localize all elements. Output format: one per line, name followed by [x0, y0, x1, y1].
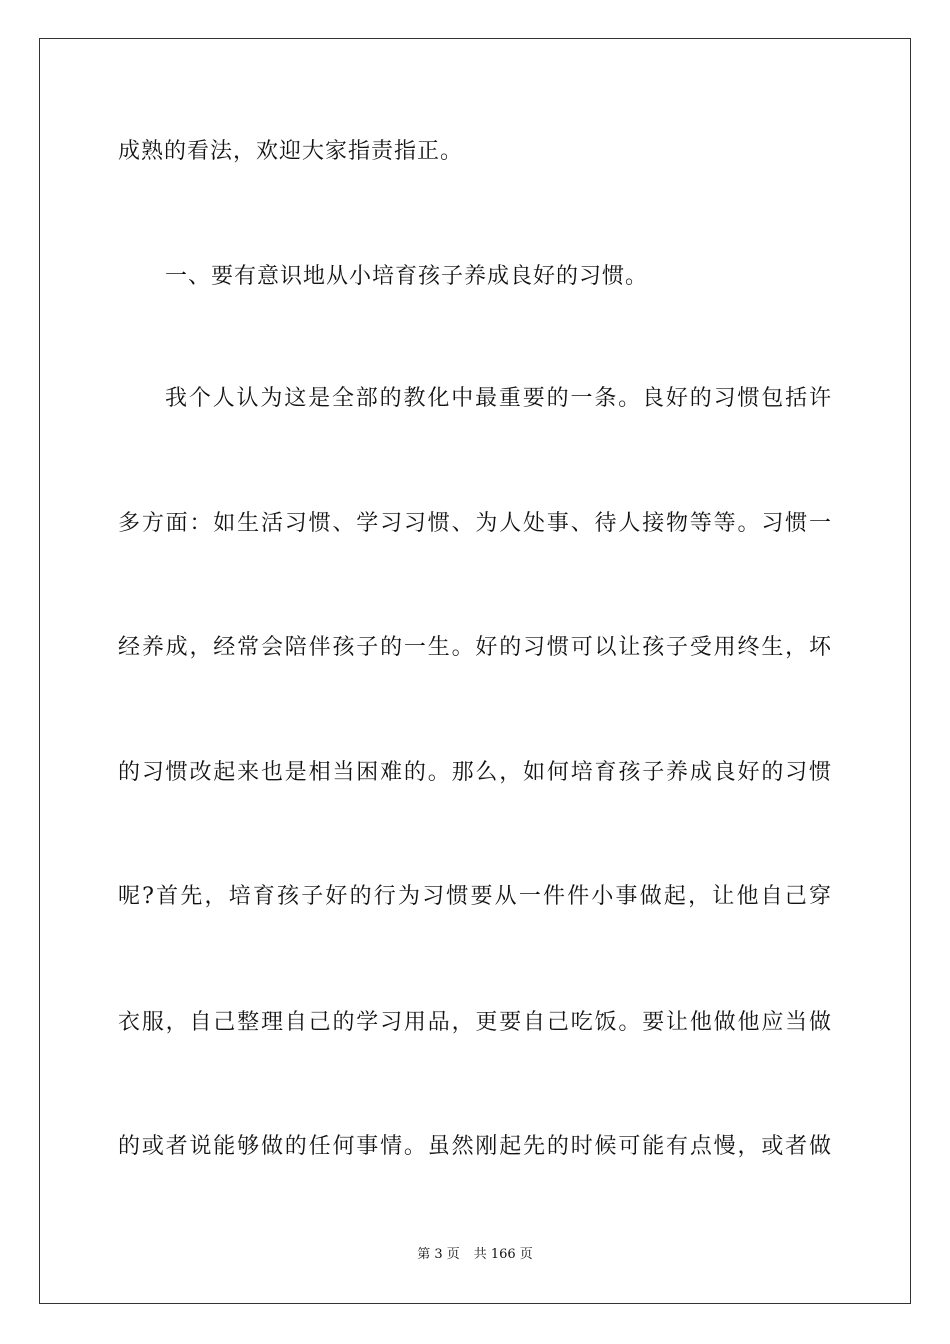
- text-line-3: 我个人认为这是全部的教化中最重要的一条。良好的习惯包括许: [165, 386, 832, 411]
- text-line-1: 成熟的看法，欢迎大家指责指正。: [118, 139, 464, 164]
- text-line-8: 衣服，自己整理自己的学习用品，更要自己吃饭。要让他做他应当做: [118, 1010, 832, 1035]
- text-line-5: 经养成，经常会陪伴孩子的一生。好的习惯可以让孩子受用终生，坏: [118, 635, 832, 660]
- text-line-6: 的习惯改起来也是相当困难的。那么，如何培育孩子养成良好的习惯: [118, 760, 832, 785]
- section-heading: 一、要有意识地从小培育孩子养成良好的习惯。: [165, 264, 649, 289]
- text-line-7: 呢?首先，培育孩子好的行为习惯要从一件件小事做起，让他自己穿: [118, 884, 832, 909]
- page-border: [39, 38, 911, 1304]
- page-number: 第 3 页: [417, 1247, 460, 1262]
- text-line-4: 多方面：如生活习惯、学习习惯、为人处事、待人接物等等。习惯一: [118, 511, 832, 536]
- page-total: 共 166 页: [473, 1247, 533, 1262]
- page-footer: [0, 1246, 950, 1264]
- text-line-9: 的或者说能够做的任何事情。虽然刚起先的时候可能有点慢，或者做: [118, 1134, 832, 1159]
